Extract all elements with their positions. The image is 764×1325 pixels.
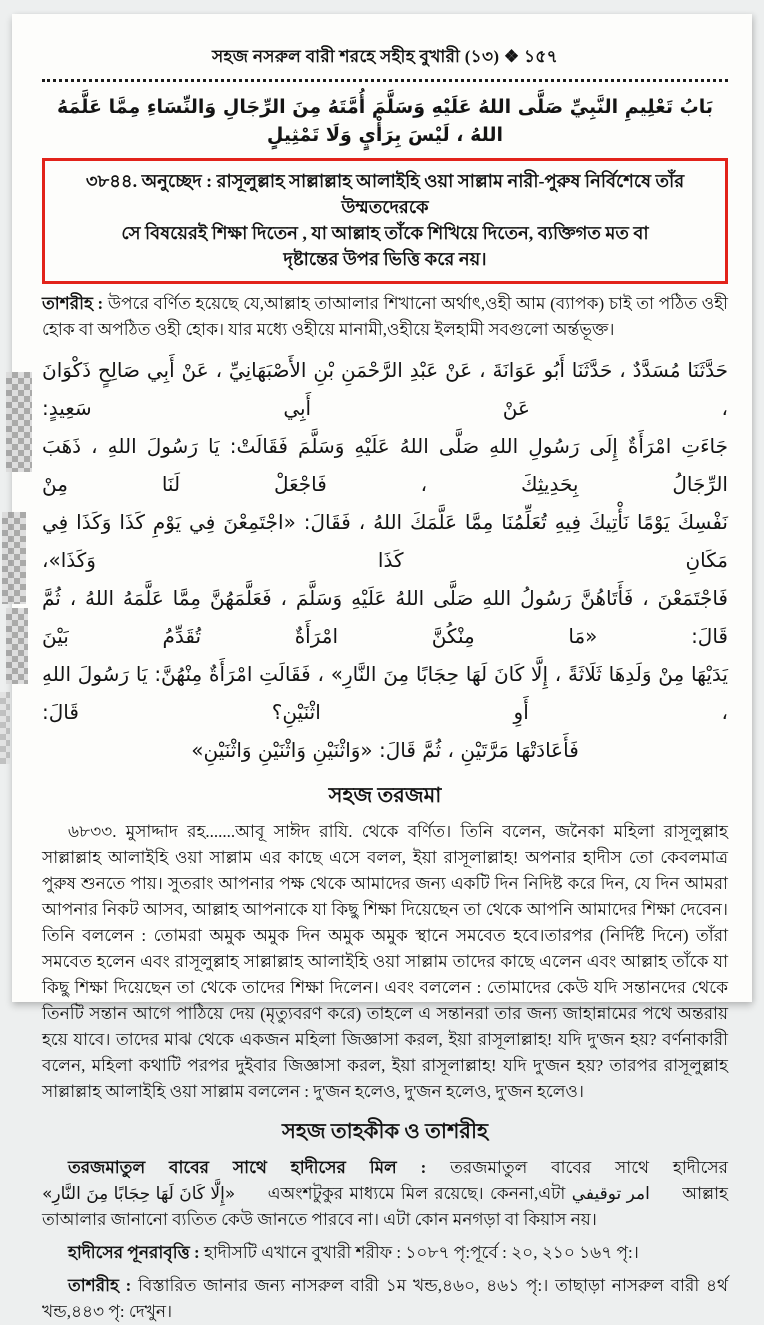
section-box-line: দৃষ্টান্তের উপর ভিত্তি করে নয়। [283, 249, 487, 269]
repetition-text: হাদীসটি এখানে বুখারী শরীফ : ১০৮৭ পৃ:পূর্বে : ২০, ২১০ ১৬৭ পৃ:। [199, 1243, 639, 1262]
mil-text-middle: এঅংশটুকুর মাধ্যমে মিল রয়েছে। কেননা,এটা [261, 1184, 572, 1203]
heading-sahaj-tarjama: সহজ তরজমা [328, 783, 442, 807]
dotted-divider [42, 79, 728, 82]
hadith-arabic-line: فَأَعَادَتْهَا مَرَّتَيْنِ ، ثُمَّ قَالَ: «وَاثْنَيْنِ وَاثْنَيْنِ وَاثْنَيْنِ» [191, 738, 579, 762]
section-box-line: ৩৮৪৪. অনুচ্ছেদ : রাসূলুল্লাহ সাল্লাল্লাহ আলাইহি ওয়া সাল্লাম নারী-পুরুষ নির্বিশেষে তাঁর উম্মতদেরকে [85, 171, 685, 217]
mil-inline-arabic-term: امر توقيفي [571, 1184, 650, 1204]
hadith-arabic-block [42, 351, 728, 769]
section-box-line: সে বিষয়েরই শিক্ষা দিতেন , যা আল্লাহ তাঁকে শিখিয়ে দিতেন, ব্যক্তিগত মত বা [121, 223, 649, 243]
section-heading-box [42, 158, 728, 284]
hadith-arabic-line: جَاءَتِ امْرَأَةٌ إِلَى رَسُولِ اللهِ صَلَّى اللهُ عَلَيْهِ وَسَلَّمَ فَقَالَتْ: يَا رَسُولَ اللهِ ، ذَهَبَ الرِّجَالُ بِحَدِيثِكَ ، فَاجْعَلْ لَنَا مِنْ [42, 434, 728, 496]
pixelated-scan-artifact [6, 372, 32, 472]
page-content [12, 14, 752, 1325]
translation-paragraph: ৬৮৩৩. মুসাদ্দাদ রহ.......আবূ সাঈদ রাযি. থেকে বর্ণিত। তিনি বলেন, জনৈকা মহিলা রাসূলুল্লাহ সাল্লাল্লাহ আলাইহি ওয়া সাল্লাম এর কাছে এসে বলল, ইয়া রাসূলাল্লাহ! অপনার হাদীস তো কেবলমাত্র পুরুষ শুনতে পায়। সুতরাং আপনার পক্ষ থেকে আমাদের জন্য একটি দিন নিদিষ্ট করে দিন, যে দিন আমরা আপনার নিকট আসব, আল্লাহ আপনাকে যা কিছু শিক্ষা দিয়েছেন তা থেকে আপনি আমাদের শিক্ষা দেবেন। তিনি বললেন : তোমরা অমুক অমুক দিন অমুক অমুক স্থানে সমবেত হবে।তারপর (নির্দিষ্ট দিনে) তাঁরা সমবেত হলেন এবং রাসূলুল্লাহ সাল্লাল্লাহ আলাইহি ওয়া সাল্লাম তাদের কাছে এলেন এবং আল্লাহ তাঁকে যা কিছু শিক্ষা দিয়েছেন তা থেকে তাদের শিক্ষা দিলেন। এবং বললেন : তোমাদের কেউ যদি সন্তানদের থেকে তিনটি সন্তান আগে পাঠিয়ে দেয় (মৃত্যুবরণ করে) তাহলে এ সন্তানরা তার জন্য জাহান্নামের পথে অন্তরায় হয়ে যাবে। তাদের মাঝ থেকে একজন মহিলা জিজ্ঞাসা করল, ইয়া রাসূলাল্লাহ! যদি দু'জন হয়? বর্ণনাকারী বলেন, মহিলা কথাটি পরপর দুইবার জিজ্ঞাসা করল, ইয়া রাসূলাল্লাহ! যদি দু'জন হয়? তারপর রাসূলুল্লাহ সাল্লাল্লাহ আলাইহি ওয়া সাল্লাম বললেন : দু'জন হলেও, দু'জন হলেও, দু'জন হলেও। [42, 822, 728, 1101]
hadith-arabic-line: حَدَّثَنَا مُسَدَّدٌ ، حَدَّثَنَا أَبُو عَوَانَةَ ، عَنْ عَبْدِ الرَّحْمَنِ بْنِ الأَصْبَهَانِيِّ ، عَنْ أَبِي صَالِحٍ ذَكْوَانَ ، عَنْ أَبِي سَعِيدٍ: [42, 358, 728, 420]
pixelated-scan-artifact [6, 608, 28, 684]
mil-lead: তরজমাতুল বাবের সাথে হাদীসের মিল : [68, 1158, 427, 1177]
tashrih-ref-text: বিস্তারিত জানার জন্য নাসরুল বারী ১ম খন্ড,৪৬০, ৪৬১ পৃ:। তাছাড়া নাসরুল বারী ৪র্থ খন্ড,৪৪৩ পৃ: দেখুন। [42, 1276, 728, 1321]
repetition-paragraph [42, 1240, 728, 1266]
scanned-book-page [12, 14, 752, 1321]
tashrih-intro-text: উপরে বর্ণিত হয়েছে যে,আল্লাহ তাআলার শিখানো অর্থাৎ,ওহী আম (ব্যাপক) চাই তা পঠিত ওহী হোক বা অপঠিত ওহী হোক। যার মধ্যে ওহীয়ে মানামী,ওহীয়ে ইলহামী সবগুলো অর্ন্তভূক্ত। [42, 294, 728, 339]
repetition-lead: হাদীসের পূনরাবৃত্তি : [68, 1243, 200, 1262]
hadith-arabic-line: يَدَيْهَا مِنْ وَلَدِهَا ثَلَاثَةً ، إِلَّا كَانَ لَهَا حِجَابًا مِنَ النَّارِ» ، فَقَالَتِ امْرَأَةٌ مِنْهُنَّ: يَا رَسُولَ اللهِ ، أَوِ اثْنَيْنِ؟ قَالَ: [42, 662, 728, 724]
pixelated-scan-artifact [0, 692, 10, 764]
mil-text-before: তরজমাতুল বাবের সাথে হাদীসের [426, 1158, 729, 1177]
hadith-arabic-line: نَفْسِكَ يَوْمًا نَأْتِيكَ فِيهِ تُعَلِّمُنَا مِمَّا عَلَّمَكَ اللهُ ، فَقَالَ: «اجْتَمِعْنَ فِي يَوْمِ كَذَا وَكَذَا فِي مَكَانِ كَذَا وَكَذَا»، [42, 510, 728, 572]
tashrih-intro-paragraph [42, 291, 728, 343]
mil-text-tail: আল্লাহ তাআলার জানানো ব্যতিত কেউ জানতে পারবে না। এটা কোন মনগড়া বা কিয়াস নয়। [42, 1184, 728, 1229]
heading-sahaj-tahqiq-tashrih: সহজ তাহকীক ও তাশরীহ [281, 1119, 489, 1143]
bab-arabic-line: بَابُ تَعْلِيمِ النَّبِيِّ صَلَّى اللهُ عَلَيْهِ وَسَلَّمَ أُمَّتَهُ مِنَ الرِّجَالِ وَالنِّسَاءِ مِمَّا عَلَّمَهُ اللهُ ، لَيْسَ بِرَأْيٍ وَلَا تَمْثِيلٍ [56, 96, 714, 146]
page-header: সহজ নসরুল বারী শরহে সহীহ বুখারী (১৩) ❖ ১৫৭ [212, 47, 558, 66]
tashrih-ref-lead: তাশরীহ : [68, 1276, 132, 1295]
mil-paragraph [42, 1155, 728, 1233]
mil-inline-arabic-quote: «إِلَّا كَانَ لَهَا حِجَابًا مِنَ النَّارِ» [42, 1184, 236, 1204]
tashrih-intro-lead: তাশরীহ : [42, 294, 104, 313]
pixelated-scan-artifact [2, 512, 26, 604]
tashrih-reference-paragraph [42, 1273, 728, 1325]
hadith-arabic-line: فَاجْتَمَعْنَ ، فَأَتَاهُنَّ رَسُولُ اللهِ صَلَّى اللهُ عَلَيْهِ وَسَلَّمَ ، فَعَلَّمَهُنَّ مِمَّا عَلَّمَهُ اللهُ ، ثُمَّ قَالَ: «مَا مِنْكُنَّ امْرَأَةٌ تُقَدِّمُ بَيْنَ [42, 586, 728, 648]
